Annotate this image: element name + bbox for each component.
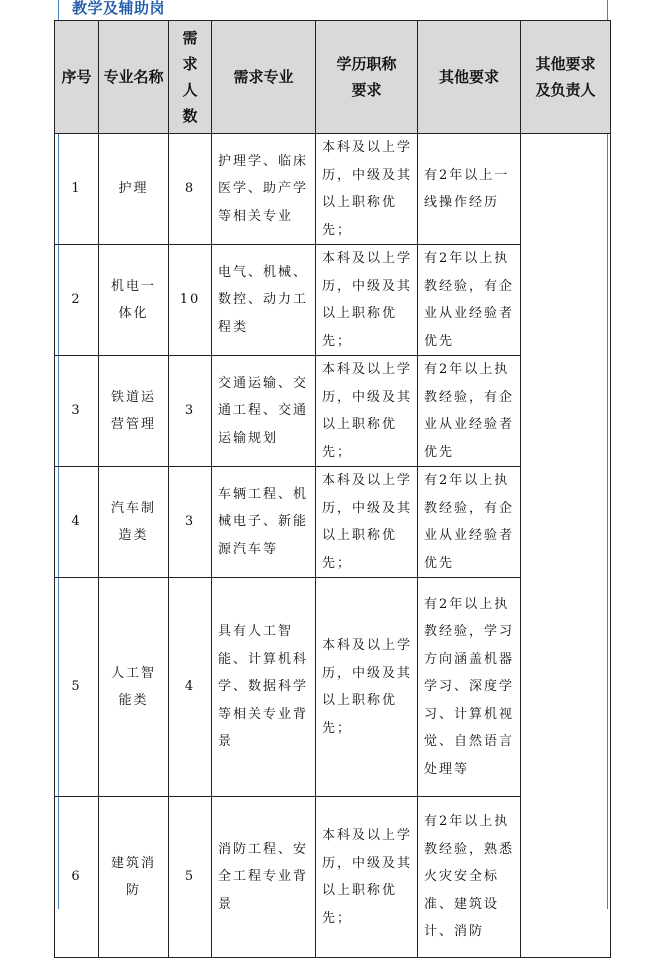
cell-seq: 5	[55, 578, 99, 797]
cell-education: 本科及以上学历，中级及其以上职称优先；	[316, 245, 418, 356]
cell-other: 有2年以上执教经验，学习方向涵盖机器学习、深度学习、计算机视觉、自然语言处理等	[418, 578, 521, 797]
section-title: 教学及辅助岗	[72, 0, 166, 17]
cell-required-major: 电气、机械、数控、动力工程类	[212, 245, 316, 356]
header-other: 其他要求	[418, 21, 521, 134]
cell-required-major: 护理学、临床医学、助产学等相关专业	[212, 134, 316, 245]
header-row	[55, 21, 611, 134]
cell-seq: 1	[55, 134, 99, 245]
cell-count: 3	[169, 356, 212, 467]
header-contact: 其他要求及负责人	[521, 21, 611, 134]
cell-major: 护理	[99, 134, 169, 245]
cell-seq: 6	[55, 797, 99, 958]
cell-education: 本科及以上学历，中级及其以上职称优先；	[316, 356, 418, 467]
header-count: 需求人数	[169, 21, 212, 134]
cell-other: 有2年以上执教经验，有企业从业经验者优先	[418, 245, 521, 356]
cell-required-major: 具有人工智能、计算机科学、数据科学等相关专业背景	[212, 578, 316, 797]
cell-major: 人工智能类	[99, 578, 169, 797]
cell-other: 有2年以上执教经验，熟悉火灾安全标准、建筑设计、消防	[418, 797, 521, 958]
cell-major: 汽车制造类	[99, 467, 169, 578]
cell-seq: 4	[55, 467, 99, 578]
cell-major: 铁道运营管理	[99, 356, 169, 467]
cell-required-major: 消防工程、安全工程专业背景	[212, 797, 316, 958]
cell-education: 本科及以上学历，中级及其以上职称优先；	[316, 134, 418, 245]
cell-education: 本科及以上学历，中级及其以上职称优先；	[316, 467, 418, 578]
cell-major: 机电一体化	[99, 245, 169, 356]
cell-seq: 3	[55, 356, 99, 467]
cell-count: 10	[169, 245, 212, 356]
cell-required-major: 交通运输、交通工程、交通运输规划	[212, 356, 316, 467]
cell-seq: 2	[55, 245, 99, 356]
recruitment-table	[54, 20, 611, 958]
cell-count: 3	[169, 467, 212, 578]
header-major: 专业名称	[99, 21, 169, 134]
cell-required-major: 车辆工程、机械电子、新能源汽车等	[212, 467, 316, 578]
cell-count: 5	[169, 797, 212, 958]
header-required-major: 需求专业	[212, 21, 316, 134]
cell-education: 本科及以上学历，中级及其以上职称优先；	[316, 797, 418, 958]
cell-contact	[521, 134, 611, 958]
table-row	[55, 134, 611, 245]
cell-other: 有2年以上一线操作经历	[418, 134, 521, 245]
cell-education: 本科及以上学历，中级及其以上职称优先；	[316, 578, 418, 797]
cell-count: 4	[169, 578, 212, 797]
cell-other: 有2年以上执教经验，有企业从业经验者优先	[418, 356, 521, 467]
header-education: 学历职称要求	[316, 21, 418, 134]
cell-major: 建筑消防	[99, 797, 169, 958]
cell-other: 有2年以上执教经验，有企业从业经验者优先	[418, 467, 521, 578]
cell-count: 8	[169, 134, 212, 245]
header-seq: 序号	[55, 21, 99, 134]
